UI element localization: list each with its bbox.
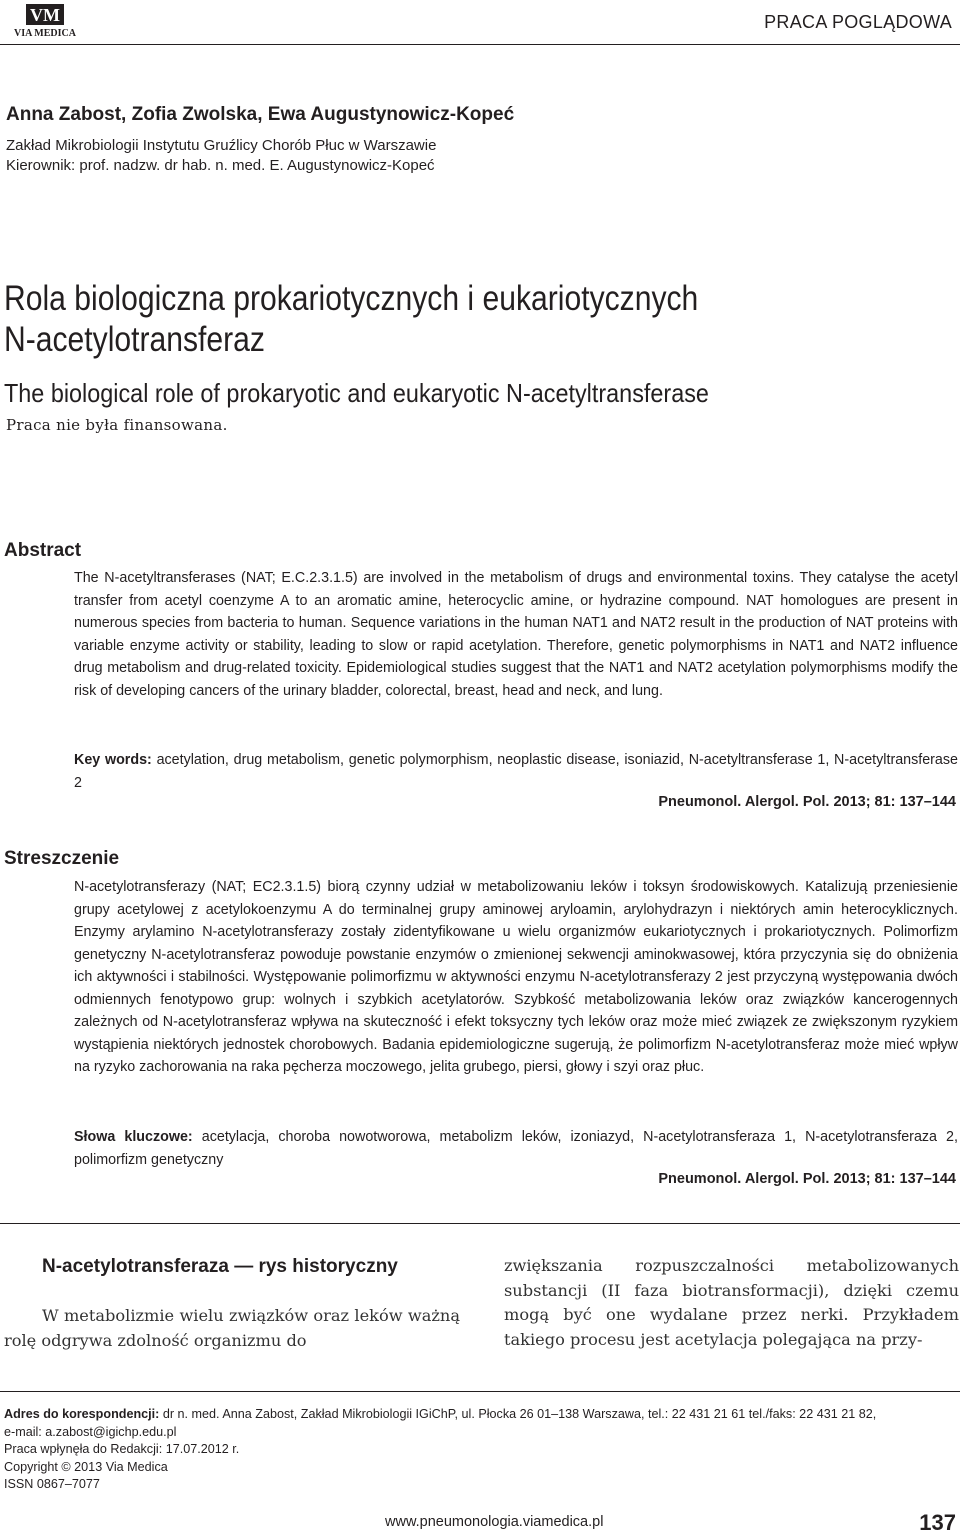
citation-polish: Pneumonol. Alergol. Pol. 2013; 81: 137–144 — [658, 1171, 956, 1187]
keywords-polish — [74, 1126, 958, 1171]
correspondence-details: dr n. med. Anna Zabost, Zakład Mikrobiologii IGiChP, ul. Płocka 26 01–138 Warszawa, tel.: 22 431 21 61 tel./faks: 22 431 21 82, — [162, 1407, 877, 1421]
page-number: 137 — [919, 1510, 956, 1535]
title-polish-line-1: Rola biologiczna prokariotycznych i eukariotycznych — [4, 279, 699, 318]
funding-note: Praca nie była finansowana. — [6, 416, 228, 434]
journal-url[interactable]: www.pneumonologia.viamedica.pl — [385, 1514, 604, 1530]
title-polish — [4, 278, 698, 360]
keywords-english — [74, 749, 958, 794]
logo-monogram: VM — [30, 5, 60, 25]
via-medica-logo — [6, 4, 84, 38]
footer-divider — [0, 1391, 960, 1392]
streszczenie-heading: Streszczenie — [4, 848, 120, 869]
slowa-kluczowe-list: acetylacja, choroba nowotworowa, metabolizm leków, izoniazyd, N-acetylotransferaza 1, N-acetylotransferaza 2, polimorfizm genetyczny — [74, 1129, 958, 1168]
received-date: Praca wpłynęła do Redakcji: 17.07.2012 r. — [4, 1442, 240, 1456]
affiliation-head: Kierownik: prof. nadzw. dr hab. n. med. E. Augustynowicz-Kopeć — [6, 157, 435, 174]
correspondence-email[interactable]: e-mail: a.zabost@igichp.edu.pl — [4, 1424, 177, 1439]
title-english: The biological role of prokaryotic and eukaryotic N-acetyltransferase — [4, 378, 709, 408]
authors: Anna Zabost, Zofia Zwolska, Ewa Augustynowicz-Kopeć — [6, 104, 515, 125]
abstract-divider — [0, 1223, 960, 1224]
header-divider — [0, 44, 960, 45]
slowa-kluczowe-label: Słowa kluczowe: — [74, 1129, 193, 1145]
keywords-list: acetylation, drug metabolism, genetic polymorphism, neoplastic disease, isoniazid, N-acetyltransferase 1, N-acetyltransferase 2 — [74, 752, 958, 791]
title-polish-line-2: N-acetylotransferaz — [4, 320, 265, 359]
issn: ISSN 0867–7077 — [4, 1477, 100, 1491]
article-type-label: PRACA POGLĄDOWA — [764, 12, 952, 32]
abstract-text: The N-acetyltransferases (NAT; E.C.2.3.1.5) are involved in the metabolism of drugs and environmental toxins. They catalyse the acetyl transfer from acetyl coenzyme A to an aromatic amine, heterocyclic amine, or hydrazine compound. NAT homologues are present in numerous species from bacteria to human. Sequence variations in the human NAT1 and NAT2 result in the production of NAT proteins with variable enzyme activity or stability, leading to slow or rapid acetylation. Therefore, genetic polymorphisms in NAT1 and NAT2 influence drug metabolism and drug-related toxicity. Epidemiological studies suggest that the NAT1 and NAT2 acetylation polymorphisms modify the risk of developing cancers of the urinary bladder, colorectal, breast, head and neck, and lung. — [74, 570, 958, 699]
copyright: Copyright © 2013 Via Medica — [4, 1459, 168, 1474]
streszczenie-text: N-acetylotransferazy (NAT; EC2.3.1.5) biorą czynny udział w metabolizowaniu leków i toksyn środowiskowych. Katalizują przeniesienie grupy acetylowej z acetylokoenzymu A do terminalnej grupy aminowej aryloamin, arylohydrazyn i niektórych amin heterocyklicznych. Enzymy arylamino N-acetylotransferazy zostały zidentyfikowane u wielu organizmów eukariotycznych i prokariotycznych. Polimorfizm genetyczny N-acetylotransferaz powoduje powstanie enzymów o zmienionej sekwencji aminokwasowej, która przyczynia się do obniżenia ich aktywności i stabilności. Występowanie polimorfizmu w aktywności enzymu N-acetylotransferazy 2 jest przyczyną występowania dwóch odmiennych fenotypowo grup: wolnych i szybkich acetylatorów. Szybkość metabolizowania leków oraz związków kancerogennych zależnych od N-acetylotransferaz wpływa na skuteczność i efekt toksyczny tych leków oraz może mieć związek ze zwiększonym ryzykiem wystąpienia niektórych jednostek chorobowych. Badania epidemiologiczne sugerują, że polimorfizm N-acetylotransferaz może mieć wpływ na ryzyko zachorowania na raka pęcherza moczowego, jelita grubego, piersi, głowy i szyi oraz płuc. — [74, 879, 958, 1075]
citation-english: Pneumonol. Alergol. Pol. 2013; 81: 137–144 — [658, 794, 956, 810]
logo-wordmark: VIA MEDICA — [14, 28, 76, 38]
abstract-heading: Abstract — [4, 540, 82, 561]
correspondence-address — [4, 1406, 954, 1424]
keywords-label: Key words: — [74, 752, 152, 768]
body-column-left: W metabolizmie wielu związków oraz leków ważną rolę odgrywa zdolność organizmu do — [4, 1306, 460, 1350]
correspondence-label: Adres do korespondencji: — [4, 1407, 160, 1421]
section-heading-history: N-acetylotransferaza — rys historyczny — [42, 1256, 398, 1277]
footer-info — [4, 1406, 954, 1494]
affiliation-institute: Zakład Mikrobiologii Instytutu Gruźlicy Chorób Płuc w Warszawie — [6, 137, 437, 154]
body-column-right: zwiększania rozpuszczalności metabolizowanych substancji (II faza biotransformacji), dzięki czemu mogą być one wydalane przez nerki. Przykładem takiego procesu jest acetylacja polegająca na przy- — [504, 1256, 959, 1349]
affiliation — [6, 136, 436, 176]
